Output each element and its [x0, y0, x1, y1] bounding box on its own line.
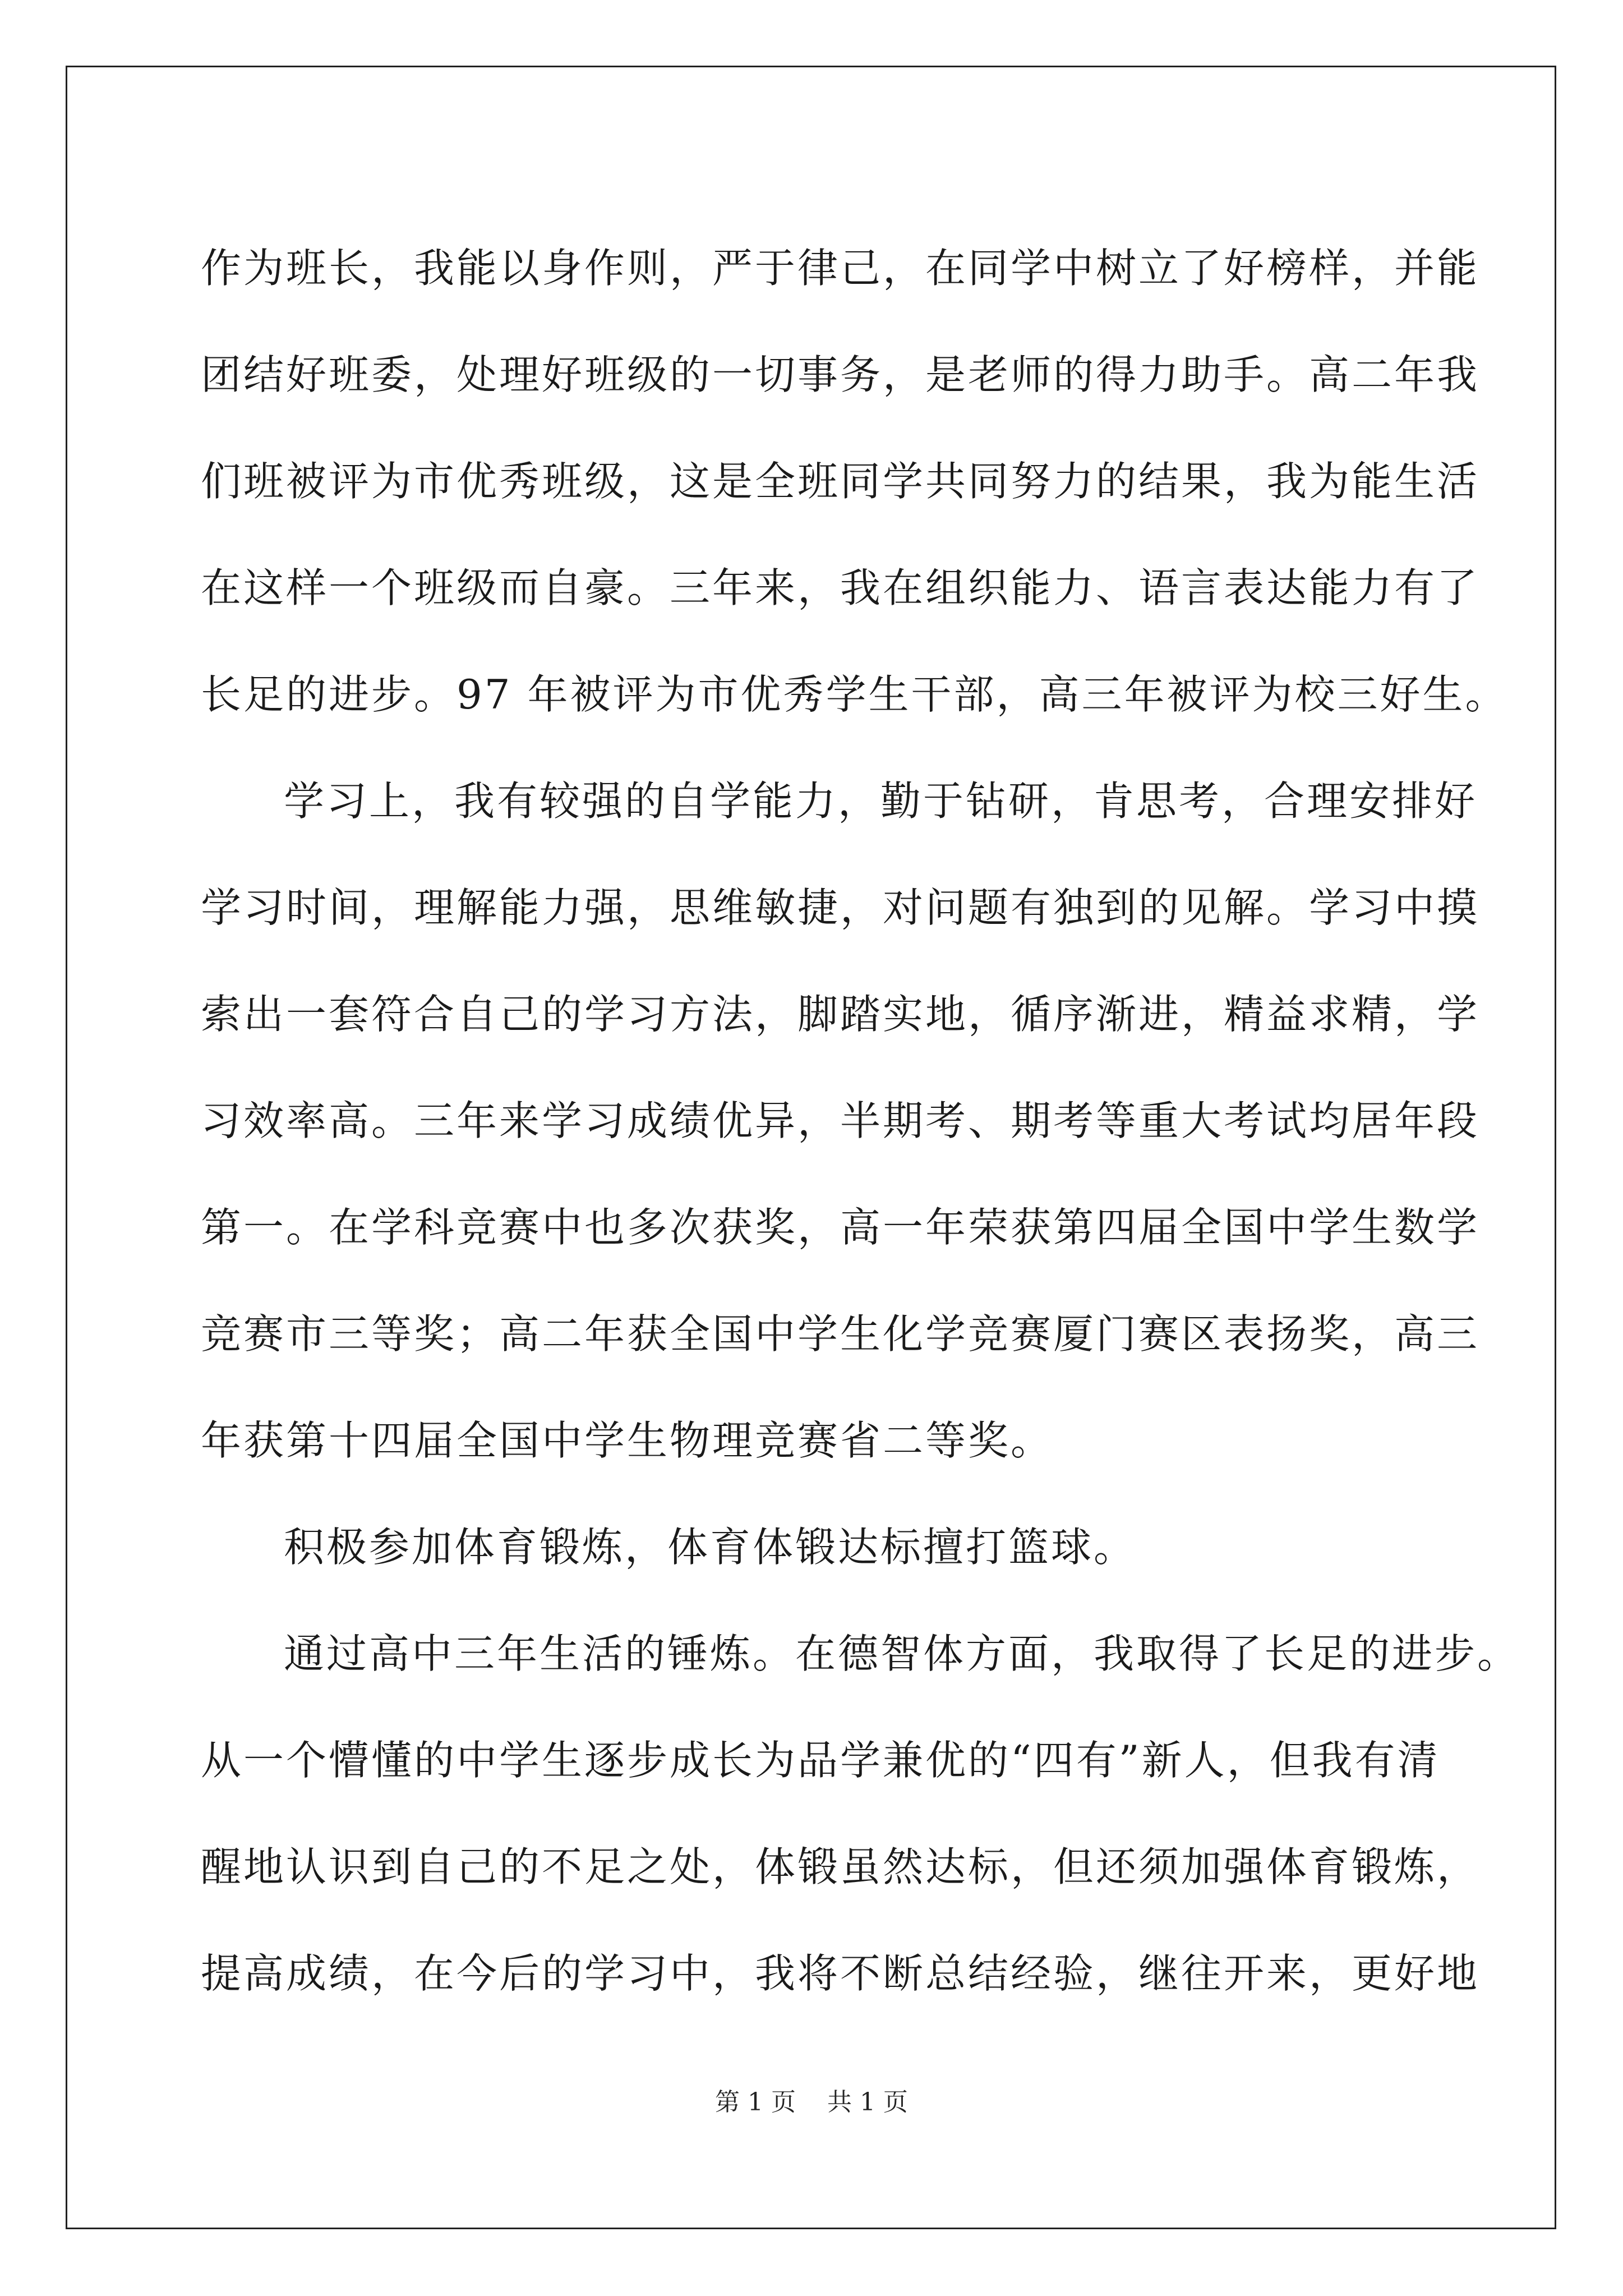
text-line-15: 从一个懵懂的中学生逐步成长为品学兼优的“四有”新人，但我有清: [201, 1737, 1440, 1784]
page-number: 第 1 页: [715, 2088, 796, 2116]
text-line-4: 在这样一个班级而自豪。三年来，我在组织能力、语言表达能力有了: [201, 564, 1480, 611]
text-line-6: 学习上，我有较强的自学能力，勤于钻研，肯思考，合理安排好: [284, 777, 1478, 825]
text-line-17: 提高成绩，在今后的学习中，我将不断总结经验，继往开来，更好地: [201, 1950, 1480, 1997]
text-line-8: 索出一套符合自己的学习方法，脚踏实地，循序渐进，精益求精，学: [201, 991, 1480, 1038]
text-line-11: 竞赛市三等奖；高二年获全国中学生化学竞赛厦门赛区表扬奖，高三: [201, 1310, 1480, 1358]
text-line-13: 积极参加体育锻炼，体育体锻达标擅打篮球。: [284, 1524, 1137, 1571]
text-line-5: 长足的进步。97 年被评为市优秀学生干部，高三年被评为校三好生。: [201, 671, 1508, 718]
text-line-3: 们班被评为市优秀班级，这是全班同学共同努力的结果，我为能生活: [201, 458, 1480, 505]
page-footer: [0, 2086, 1623, 2119]
text-line-14: 通过高中三年生活的锤炼。在德智体方面，我取得了长足的进步。: [284, 1630, 1520, 1677]
text-line-1: 作为班长，我能以身作则，严于律己，在同学中树立了好榜样，并能: [201, 245, 1480, 292]
text-line-7: 学习时间，理解能力强，思维敏捷，对问题有独到的见解。学习中摸: [201, 884, 1480, 931]
page-total: 共 1 页: [827, 2088, 908, 2116]
document-body: [201, 215, 1520, 2027]
text-line-9: 习效率高。三年来学习成绩优异，半期考、期考等重大考试均居年段: [201, 1097, 1480, 1144]
text-line-12: 年获第十四届全国中学生物理竞赛省二等奖。: [201, 1417, 1054, 1464]
text-line-10: 第一。在学科竞赛中也多次获奖，高一年荣获第四届全国中学生数学: [201, 1204, 1480, 1251]
text-line-16: 醒地认识到自己的不足之处，体锻虽然达标，但还须加强体育锻炼，: [201, 1843, 1480, 1890]
text-line-2: 团结好班委，处理好班级的一切事务，是老师的得力助手。高二年我: [201, 351, 1480, 398]
